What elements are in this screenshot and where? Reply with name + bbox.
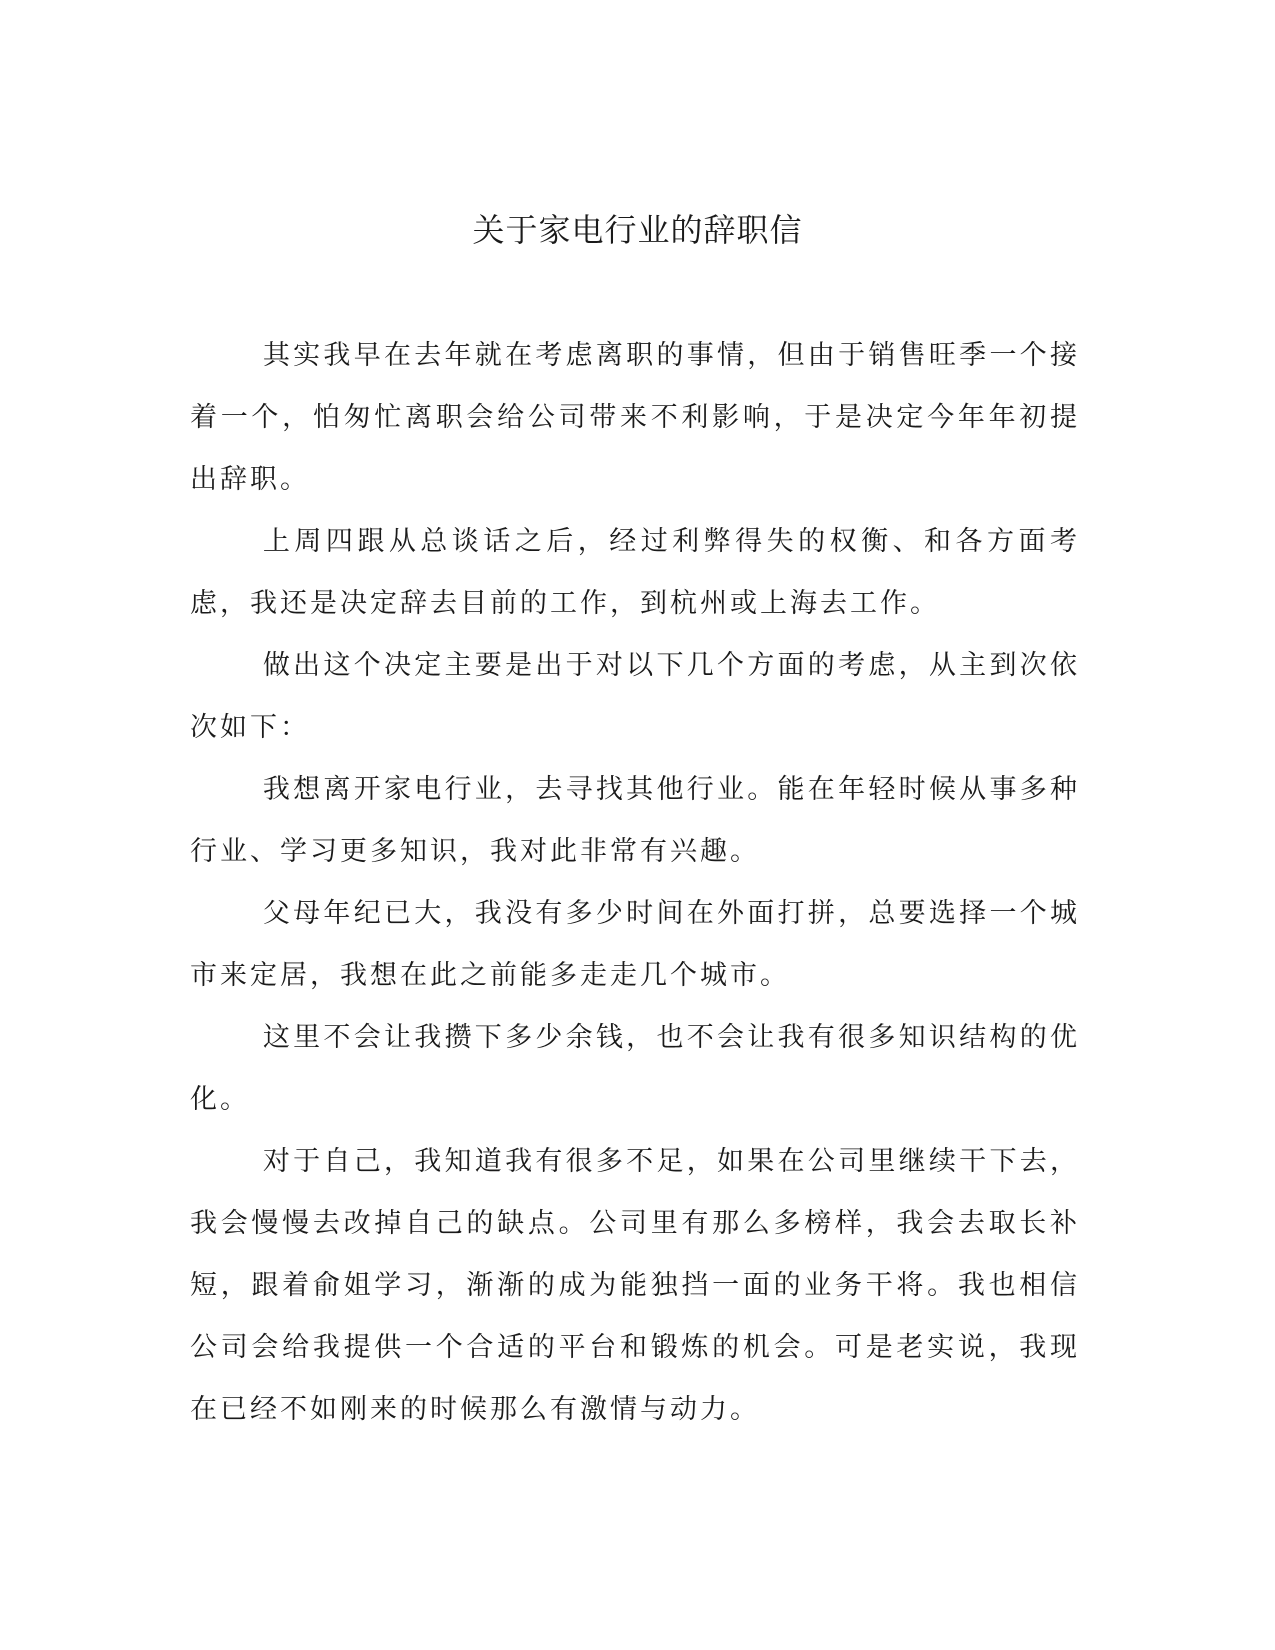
paragraph: 其实我早在去年就在考虑离职的事情，但由于销售旺季一个接着一个，怕匆忙离职会给公司带来不利影响，于是决定今年年初提出辞职。 (190, 340, 1080, 495)
paragraph: 上周四跟从总谈话之后，经过利弊得失的权衡、和各方面考虑，我还是决定辞去目前的工作，到杭州或上海去工作。 (190, 526, 1080, 619)
paragraph: 做出这个决定主要是出于对以下几个方面的考虑，从主到次依次如下： (190, 650, 1080, 743)
paragraph: 我想离开家电行业，去寻找其他行业。能在年轻时候从事多种行业、学习更多知识，我对此非常有兴趣。 (190, 774, 1080, 867)
document-title: 关于家电行业的辞职信 (472, 211, 803, 249)
paragraph: 这里不会让我攒下多少余钱，也不会让我有很多知识结构的优化。 (190, 1022, 1080, 1115)
document-body (190, 325, 1080, 1441)
paragraph: 对于自己，我知道我有很多不足，如果在公司里继续干下去，我会慢慢去改掉自己的缺点。公司里有那么多榜样，我会去取长补短，跟着俞姐学习，渐渐的成为能独挡一面的业务干将。我也相信公司会给我提供一个合适的平台和锻炼的机会。可是老实说，我现在已经不如刚来的时候那么有激情与动力。 (190, 1146, 1080, 1425)
paragraph: 父母年纪已大，我没有多少时间在外面打拼，总要选择一个城市来定居，我想在此之前能多走走几个城市。 (190, 898, 1080, 991)
